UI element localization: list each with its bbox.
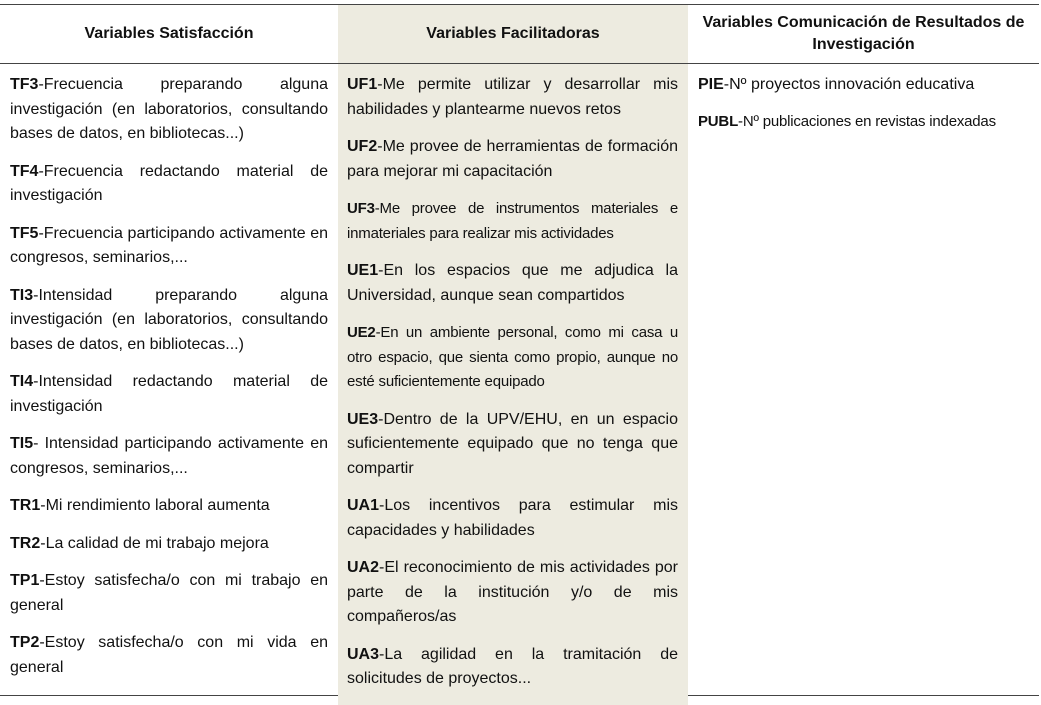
variable-code: PIE xyxy=(698,76,724,93)
variable-code: UA2 xyxy=(347,559,380,576)
variable-text: -Frecuencia redactando material de investigación xyxy=(10,162,328,204)
header-satisfaccion: Variables Satisfacción xyxy=(84,25,254,42)
variable-code: TF4 xyxy=(10,162,39,180)
variable-code: UE3 xyxy=(347,410,379,428)
variables-table xyxy=(0,4,1039,696)
variable-item xyxy=(698,73,1029,98)
variable-text: -Dentro de la UPV/EHU, en un espacio suficientemente equipado que no tenga que compartir xyxy=(347,410,678,477)
variable-text: -Frecuencia preparando alguna investigación (en laboratorios, consultando bases de datos, en bibliotecas...) xyxy=(10,76,328,142)
variable-code: TP1 xyxy=(10,572,40,589)
variable-item xyxy=(10,370,328,419)
variable-code: TF3 xyxy=(10,76,39,93)
variable-code: UA1 xyxy=(347,497,380,514)
variable-code: UF1 xyxy=(347,76,378,93)
variable-code: TI3 xyxy=(10,286,34,304)
variable-code: UE2 xyxy=(347,324,376,341)
variable-text: - Intensidad participando activamente en congresos, seminarios,... xyxy=(10,435,328,477)
variable-text: -El reconocimiento de mis actividades por parte de la institución y/o de mis compañeros/as xyxy=(347,559,678,625)
variable-code: UA3 xyxy=(347,645,380,663)
variable-item xyxy=(10,432,328,481)
variable-item xyxy=(347,259,678,308)
variable-code: TR2 xyxy=(10,534,41,552)
variable-item xyxy=(347,321,678,395)
variable-code: TF5 xyxy=(10,224,39,242)
variable-text: -Frecuencia participando activamente en congresos, seminarios,... xyxy=(10,224,328,266)
variable-code: UF2 xyxy=(347,138,378,155)
variable-item xyxy=(347,643,678,692)
variable-text: -Mi rendimiento laboral aumenta xyxy=(40,497,270,514)
variable-item xyxy=(347,494,678,543)
variable-item xyxy=(698,110,1029,135)
variable-item xyxy=(347,73,678,122)
variable-code: TI5 xyxy=(10,435,34,452)
variable-code: PUBL xyxy=(698,112,739,130)
variable-text: -En los espacios que me adjudica la Universidad, aunque sean compartidos xyxy=(347,262,678,304)
variable-item xyxy=(10,631,328,680)
variable-code: TP2 xyxy=(10,634,40,651)
variable-code: TI4 xyxy=(10,373,34,390)
variable-item xyxy=(10,222,328,271)
variable-code: UF3 xyxy=(347,200,375,217)
column-facilitadoras xyxy=(338,64,688,705)
variable-text: -En un ambiente personal, como mi casa u otro espacio, que sienta como propio, aunque no esté suficientemente equipado xyxy=(347,324,678,390)
variable-item xyxy=(10,569,328,618)
variable-text: -Los incentivos para estimular mis capacidades y habilidades xyxy=(347,497,678,539)
variable-item xyxy=(347,408,678,482)
variable-text: -Me permite utilizar y desarrollar mis habilidades y plantearme nuevos retos xyxy=(347,76,678,118)
variable-item xyxy=(10,73,328,147)
table-header-row xyxy=(0,5,1039,64)
variable-text: -Estoy satisfecha/o con mi trabajo en general xyxy=(10,572,328,614)
column-satisfaccion xyxy=(0,64,338,705)
header-comunicacion: Variables Comunicación de Resultados de Investigación xyxy=(702,14,1025,53)
column-comunicacion xyxy=(688,64,1039,705)
variable-text: -Me provee de herramientas de formación para mejorar mi capacitación xyxy=(347,138,678,180)
variable-text: -La agilidad en la tramitación de solicitudes de proyectos... xyxy=(347,645,678,687)
header-facilitadoras: Variables Facilitadoras xyxy=(338,5,688,63)
variable-text: -Me provee de instrumentos materiales e inmateriales para realizar mis actividades xyxy=(347,200,678,242)
variable-text: -Intensidad redactando material de investigación xyxy=(10,373,328,415)
variable-text: -Estoy satisfecha/o con mi vida en general xyxy=(10,634,328,676)
variable-code: TR1 xyxy=(10,497,41,514)
variable-item xyxy=(347,556,678,630)
variable-item xyxy=(10,494,328,519)
variable-text: -La calidad de mi trabajo mejora xyxy=(40,534,269,552)
variable-item xyxy=(10,284,328,358)
variable-item xyxy=(347,135,678,184)
variable-code: UE1 xyxy=(347,262,379,279)
variable-text: -Nº publicaciones en revistas indexadas xyxy=(738,112,996,130)
variable-item xyxy=(10,160,328,209)
variable-text: -Intensidad preparando alguna investigación (en laboratorios, consultando bases de datos, en bibliotecas...) xyxy=(10,286,328,353)
variable-item xyxy=(10,532,328,557)
table-body-row xyxy=(0,64,1039,705)
variable-text: -Nº proyectos innovación educativa xyxy=(723,76,975,93)
variable-item xyxy=(347,197,678,246)
